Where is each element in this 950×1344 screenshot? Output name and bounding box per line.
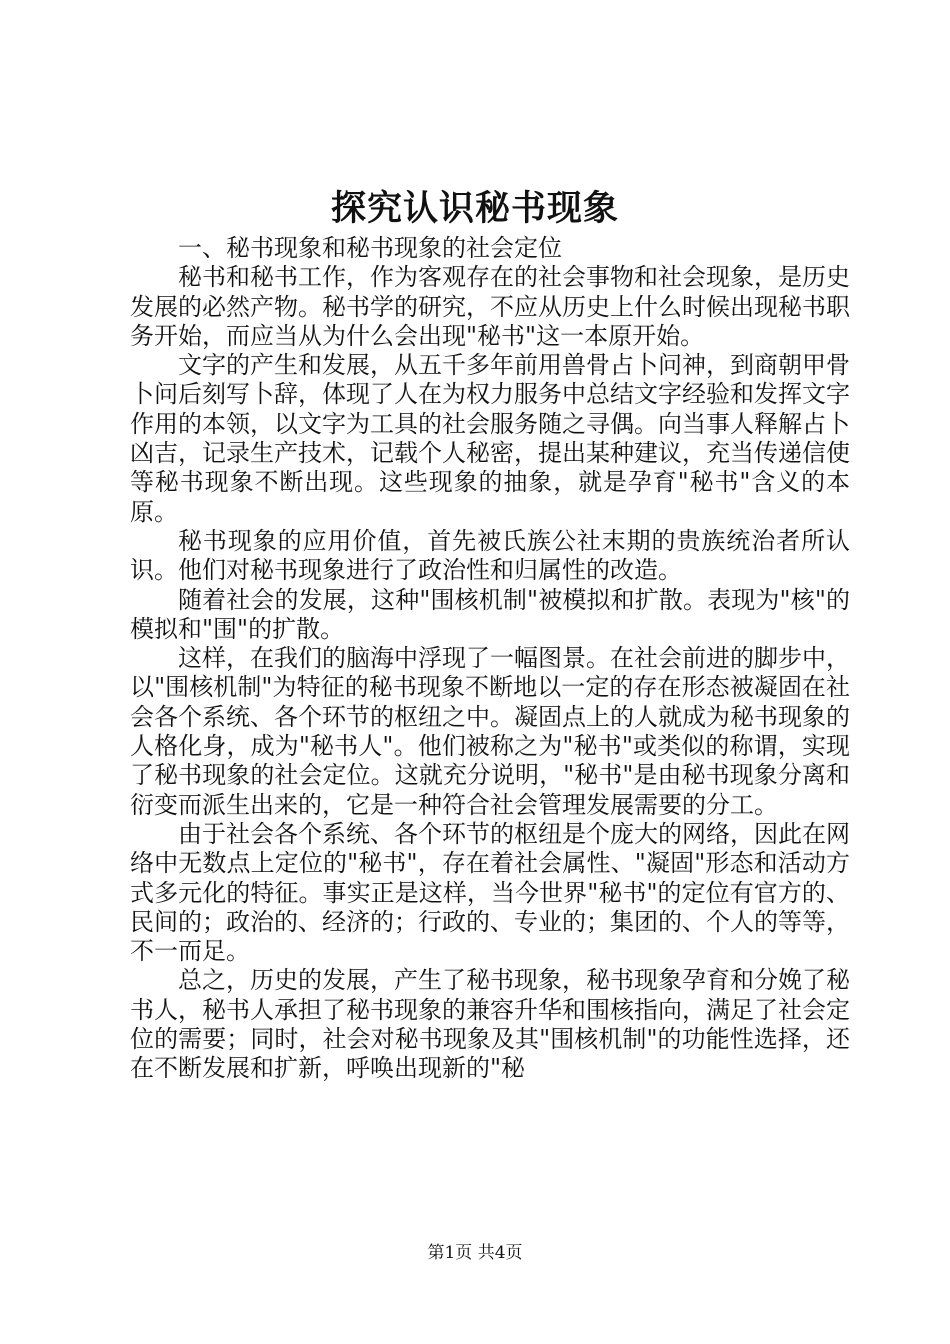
paragraph: 秘书现象的应用价值，首先被氏族公社末期的贵族统治者所认识。他们对秘书现象进行了政治性和归属性的改造。: [130, 526, 850, 585]
document-title: 探究认识秘书现象: [330, 188, 619, 229]
page-number-footer: 第1页 共4页: [427, 1243, 523, 1263]
section-heading: 一、秘书现象和秘书现象的社会定位: [178, 234, 562, 262]
paragraph: 这样，在我们的脑海中浮现了一幅图景。在社会前进的脚步中，以"围核机制"为特征的秘书现象不断地以一定的存在形态被凝固在社会各个系统、各个环节的枢纽之中。凝固点上的人就成为秘书现象的人格化身，成为"秘书人"。他们被称之为"秘书"或类似的称谓，实现了秘书现象的社会定位。这就充分说明，"秘书"是由秘书现象分离和衍变而派生出来的，它是一种符合社会管理发展需要的分工。: [130, 644, 850, 819]
paragraph: 由于社会各个系统、各个环节的枢纽是个庞大的网络，因此在网络中无数点上定位的"秘书"，存在着社会属性、"凝固"形态和活动方式多元化的特征。事实正是这样，当今世界"秘书"的定位有官方的、民间的；政治的、经济的；行政的、专业的；集团的、个人的等等，不一而足。: [130, 819, 850, 966]
document-body: [130, 234, 850, 1084]
paragraph: 秘书和秘书工作，作为客观存在的社会事物和社会现象，是历史发展的必然产物。秘书学的研究，不应从历史上什么时候出现秘书职务开始，而应当从为什么会出现"秘书"这一本原开始。: [130, 263, 850, 350]
paragraph: 总之，历史的发展，产生了秘书现象，秘书现象孕育和分娩了秘书人，秘书人承担了秘书现象的兼容升华和围核指向，满足了社会定位的需要；同时，社会对秘书现象及其"围核机制"的功能性选择，还在不断发展和扩新，呼唤出现新的"秘: [130, 966, 850, 1083]
paragraph: 文字的产生和发展，从五千多年前用兽骨占卜问神，到商朝甲骨卜问后刻写卜辞，体现了人在为权力服务中总结文字经验和发挥文字作用的本领，以文字为工具的社会服务随之寻偶。向当事人释解占卜凶吉，记录生产技术，记载个人秘密，提出某种建议，充当传递信使等秘书现象不断出现。这些现象的抽象，就是孕育"秘书"含义的本原。: [130, 351, 850, 526]
paragraph: 随着社会的发展，这种"围核机制"被模拟和扩散。表现为"核"的模拟和"围"的扩散。: [130, 585, 850, 643]
